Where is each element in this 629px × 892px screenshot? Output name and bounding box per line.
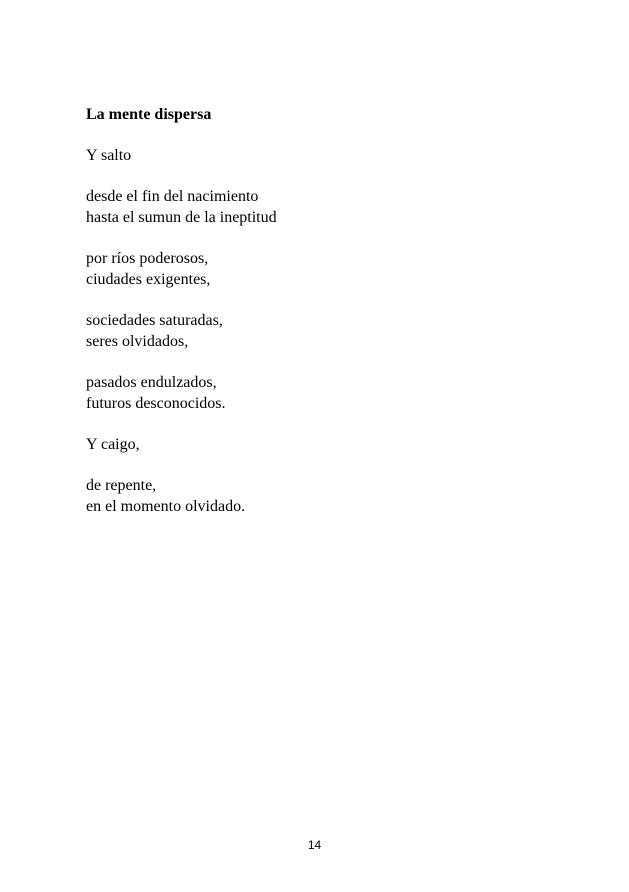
stanza-4 — [86, 310, 586, 352]
poem-title: La mente dispersa — [86, 106, 212, 123]
verse-line: seres olvidados, — [86, 333, 189, 350]
verse-line: de repente, — [86, 477, 157, 494]
poem — [86, 104, 586, 537]
verse-line: pasados endulzados, — [86, 374, 217, 391]
verse-line: en el momento olvidado. — [86, 498, 246, 515]
page-number: 14 — [307, 838, 322, 852]
stanza-5 — [86, 372, 586, 414]
verse-line: sociedades saturadas, — [86, 312, 223, 329]
verse-line: futuros desconocidos. — [86, 395, 226, 412]
verse-line: hasta el sumun de la ineptitud — [86, 209, 277, 226]
stanza-3 — [86, 248, 586, 290]
verse-line: por ríos poderosos, — [86, 250, 209, 267]
verse-line: Y caigo, — [86, 436, 140, 453]
verse-line: desde el fin del nacimiento — [86, 188, 259, 205]
stanza-2 — [86, 186, 586, 228]
verse-line: Y salto — [86, 147, 132, 164]
stanza-6 — [86, 434, 586, 455]
stanza-7 — [86, 475, 586, 517]
verse-line: ciudades exigentes, — [86, 271, 211, 288]
stanza-1 — [86, 145, 586, 166]
